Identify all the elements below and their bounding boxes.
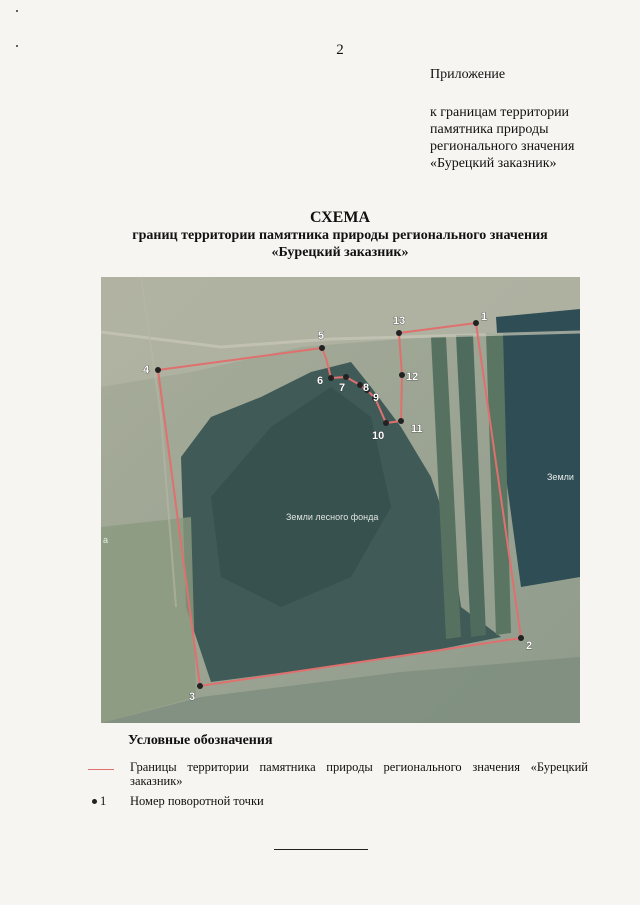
legend-point-text: Номер поворотной точки: [130, 794, 264, 808]
title-line-3: «Бурецкий заказник»: [271, 245, 409, 260]
left-edge-label: а: [103, 535, 109, 545]
point-label: 4: [143, 364, 150, 376]
turning-point: [399, 372, 405, 378]
turning-point: [328, 375, 334, 381]
appendix-line: к границам территории: [430, 105, 570, 120]
point-label: 10: [372, 430, 385, 442]
point-label: 7: [339, 382, 346, 394]
turning-point: [473, 320, 479, 326]
appendix-line: «Бурецкий заказник»: [430, 156, 557, 171]
point-label: 8: [363, 382, 370, 394]
point-label: 3: [189, 691, 196, 703]
appendix-heading: Приложение: [430, 67, 506, 82]
legend-title: Условные обозначения: [128, 733, 273, 748]
appendix-line: памятника природы: [430, 122, 549, 137]
legend-point-swatch: [92, 799, 97, 804]
point-label: 6: [317, 375, 324, 387]
point-label: 1: [481, 311, 488, 323]
turning-point: [155, 367, 161, 373]
scan-speck: [16, 10, 18, 12]
appendix-block: [430, 66, 574, 172]
turning-point: [343, 374, 349, 380]
turning-point: [396, 330, 402, 336]
closing-rule: [274, 849, 368, 850]
legend-boundary-swatch: [88, 769, 114, 770]
page-number: 2: [336, 42, 344, 58]
title-line-2: границ территории памятника природы регионального значения: [132, 228, 548, 243]
point-label: 2: [526, 640, 533, 652]
turning-point: [518, 635, 524, 641]
appendix-line: регионального значения: [430, 139, 575, 154]
point-label: 13: [393, 315, 406, 327]
turning-point: [197, 683, 203, 689]
point-label: 5: [318, 330, 325, 342]
map-svg: [101, 277, 580, 723]
edge-label: Земли: [547, 472, 574, 482]
satellite-map: [101, 277, 580, 723]
turning-point: [319, 345, 325, 351]
title-line-1: СХЕМА: [309, 209, 371, 226]
turning-point: [398, 418, 404, 424]
legend-boundary-text: Границы территории памятника природы регионального значения «Бурецкий заказник»: [130, 760, 588, 788]
turning-point: [383, 420, 389, 426]
legend-point-number: 1: [100, 794, 107, 808]
document-title: [0, 208, 640, 261]
area-label: Земли лесного фонда: [286, 512, 379, 522]
point-label: 12: [406, 371, 419, 383]
point-label: 9: [373, 392, 380, 404]
point-label: 11: [411, 423, 423, 435]
